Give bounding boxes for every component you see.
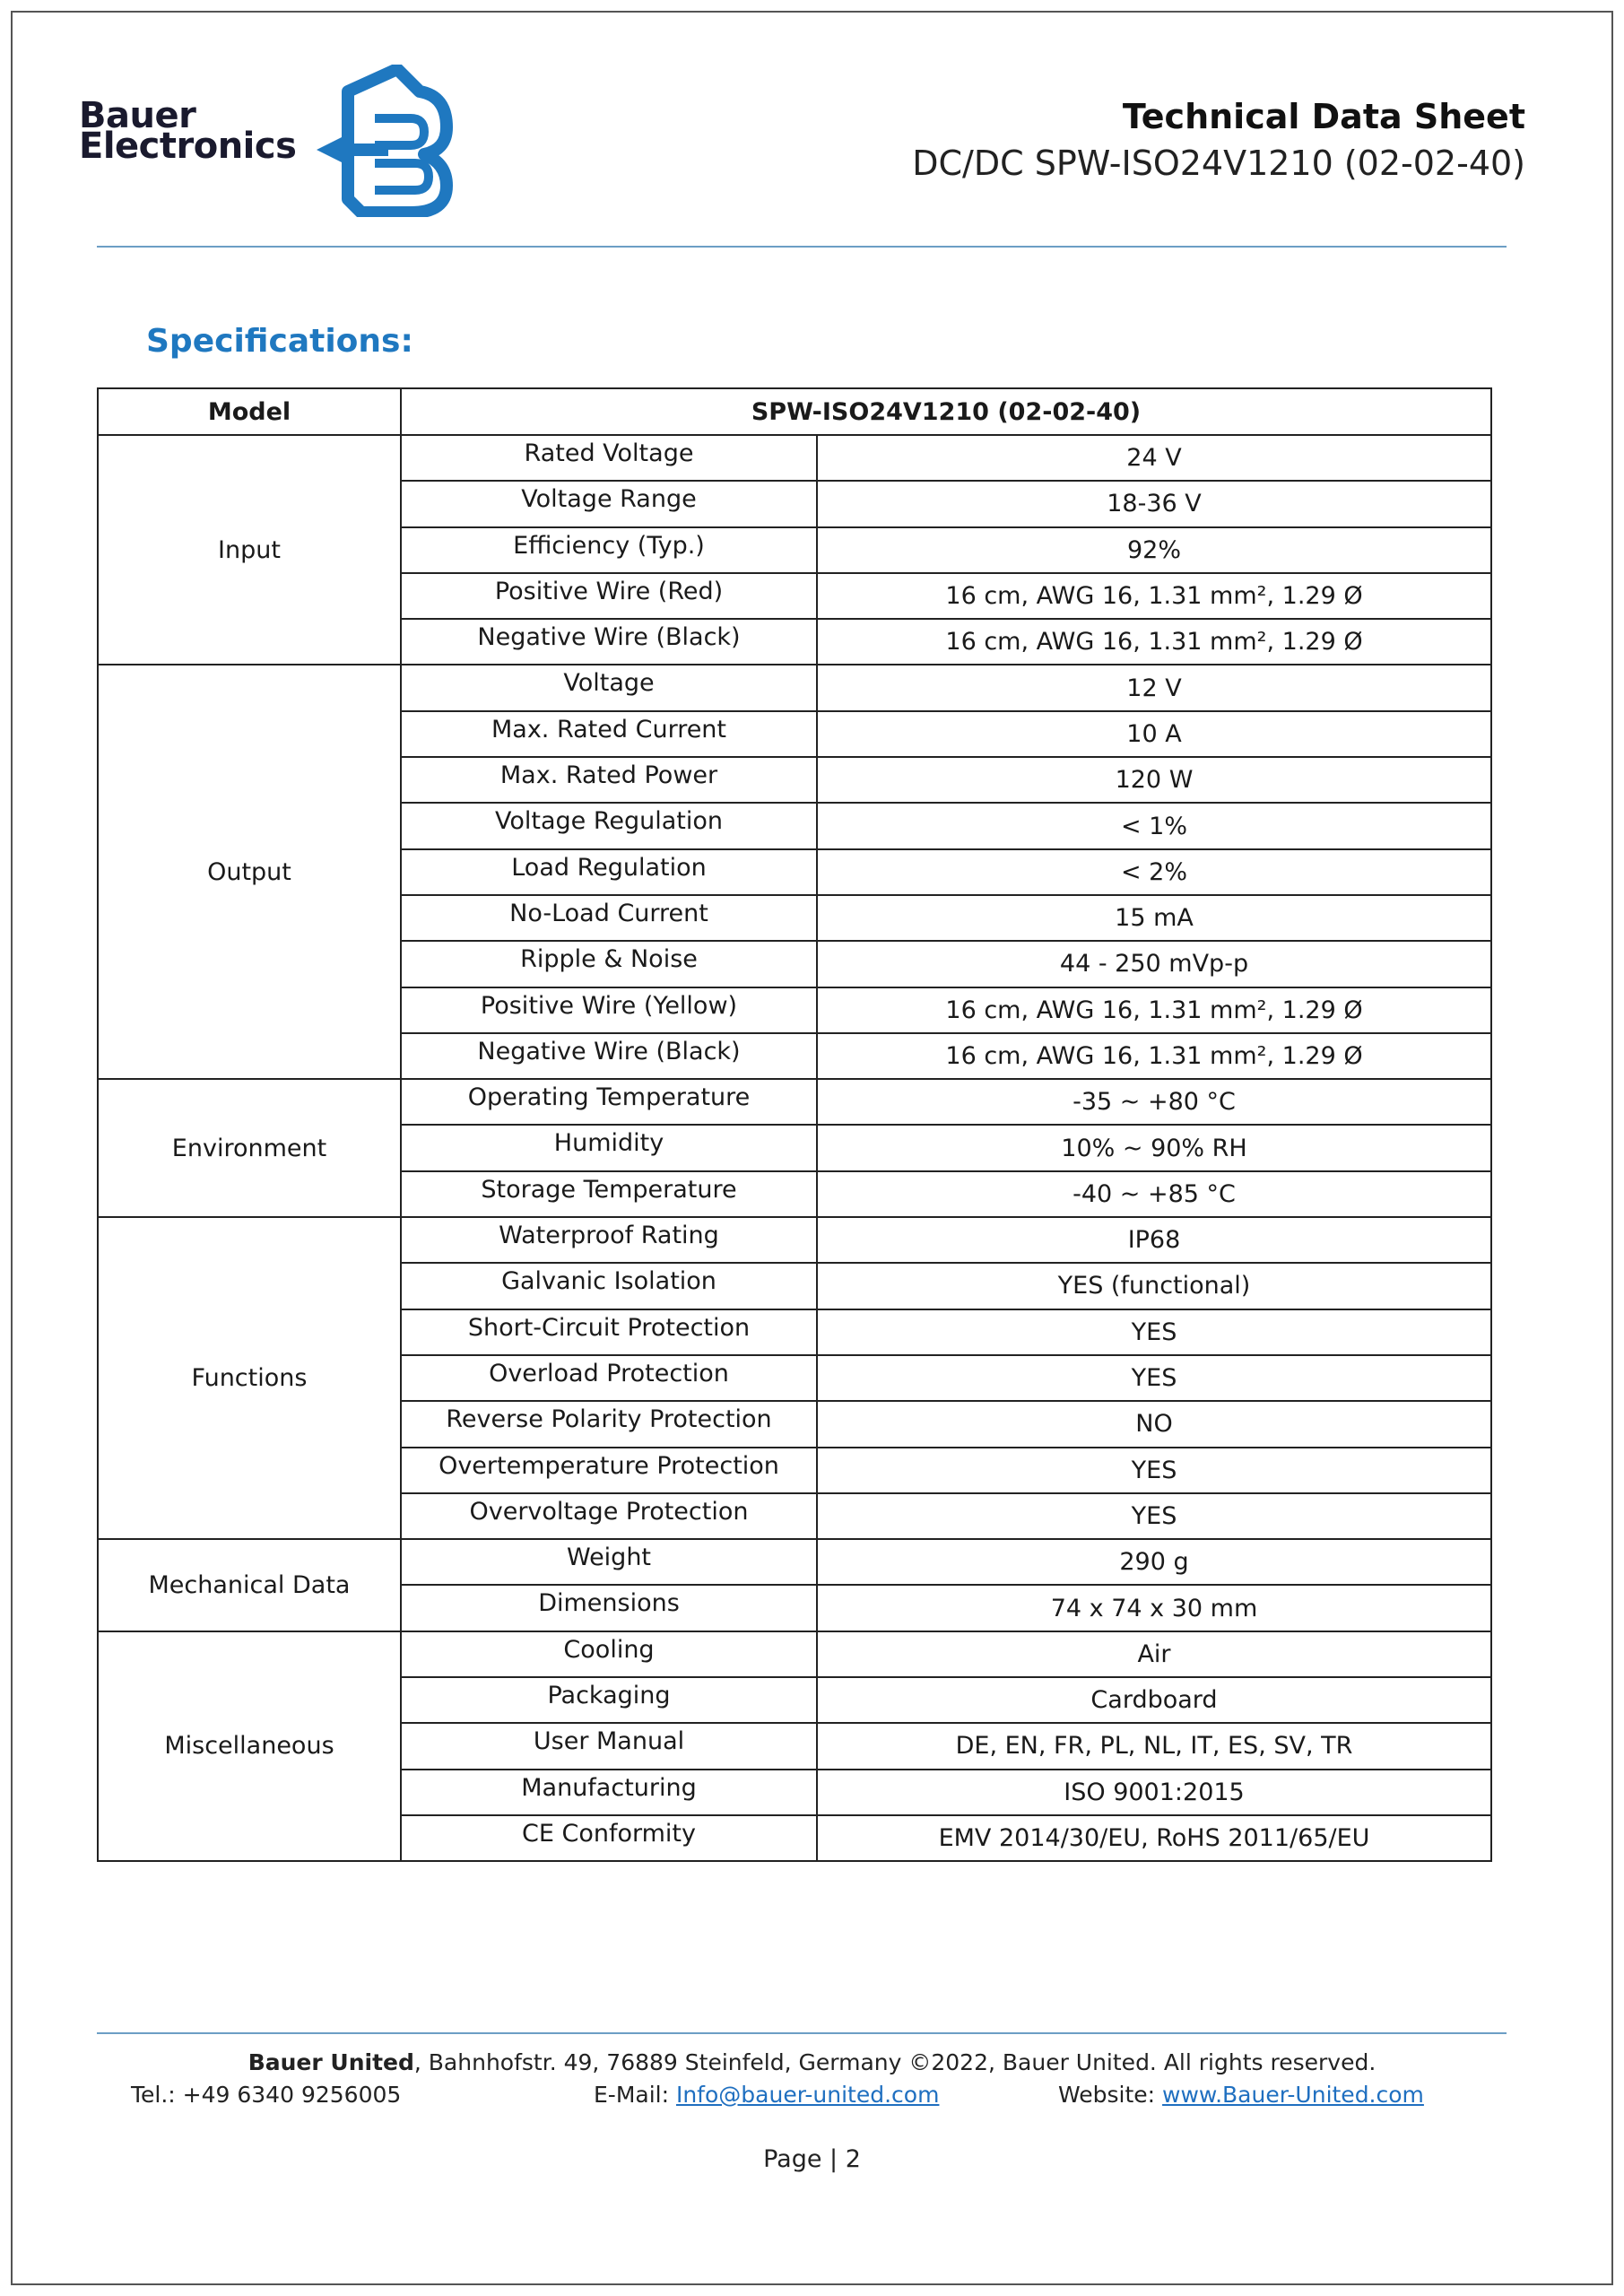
value-cell: Air [817,1631,1491,1677]
website-link[interactable]: www.Bauer-United.com [1162,2082,1424,2108]
category-cell: Output [98,665,401,1079]
value-cell: EMV 2014/30/EU, RoHS 2011/65/EU [817,1815,1491,1861]
model-label: Model [98,388,401,435]
parameter-cell: Cooling [401,1631,817,1677]
parameter-cell: Ripple & Noise [401,941,817,987]
logo-line2: Electronics [79,126,297,167]
parameter-cell: Voltage Range [401,481,817,526]
value-cell: NO [817,1401,1491,1447]
footer-company: Bauer United [248,2049,414,2075]
value-cell: 15 mA [817,895,1491,941]
specifications-heading: Specifications: [146,323,413,360]
parameter-cell: Humidity [401,1125,817,1170]
value-cell: 44 - 250 mVp-p [817,941,1491,987]
page-number: Page | 2 [763,2145,861,2173]
table-row [98,1631,1491,1677]
value-cell: 120 W [817,757,1491,803]
value-cell: IP68 [817,1217,1491,1263]
parameter-cell: Voltage [401,665,817,710]
value-cell: YES [817,1493,1491,1539]
parameter-cell: No-Load Current [401,895,817,941]
value-cell: -35 ~ +80 °C [817,1079,1491,1125]
parameter-cell: Short-Circuit Protection [401,1309,817,1355]
value-cell: 12 V [817,665,1491,710]
email-link[interactable]: Info@bauer-united.com [675,2082,940,2108]
footer-address: , Bahnhofstr. 49, 76889 Steinfeld, Germany ©2022, Bauer United. All rights reserved. [413,2049,1376,2075]
table-row [98,1079,1491,1125]
logo-line1: Bauer [79,95,196,136]
table-header-row [98,388,1491,435]
specifications-table [97,387,1492,1862]
value-cell: 290 g [817,1539,1491,1585]
category-cell: Miscellaneous [98,1631,401,1861]
value-cell: < 1% [817,803,1491,848]
value-cell: Cardboard [817,1677,1491,1723]
document-title: Technical Data Sheet [1122,97,1525,136]
parameter-cell: Efficiency (Typ.) [401,527,817,573]
parameter-cell: Operating Temperature [401,1079,817,1125]
parameter-cell: Overvoltage Protection [401,1493,817,1539]
logo-wordmark [79,95,297,167]
parameter-cell: Positive Wire (Red) [401,573,817,619]
parameter-cell: CE Conformity [401,1815,817,1861]
value-cell: 10 A [817,711,1491,757]
value-cell: 92% [817,527,1491,573]
parameter-cell: Negative Wire (Black) [401,619,817,665]
parameter-cell: Load Regulation [401,849,817,895]
parameter-cell: Overtemperature Protection [401,1448,817,1493]
value-cell: YES [817,1355,1491,1401]
parameter-cell: Overload Protection [401,1355,817,1401]
parameter-cell: Positive Wire (Yellow) [401,987,817,1033]
parameter-cell: Weight [401,1539,817,1585]
category-cell: Functions [98,1217,401,1539]
footer-email-label: E-Mail: [594,2082,676,2108]
value-cell: 16 cm, AWG 16, 1.31 mm², 1.29 Ø [817,619,1491,665]
parameter-cell: Voltage Regulation [401,803,817,848]
table-row [98,1539,1491,1585]
value-cell: 18-36 V [817,481,1491,526]
value-cell: 10% ~ 90% RH [817,1125,1491,1170]
parameter-cell: Manufacturing [401,1770,817,1815]
table-row [98,665,1491,710]
footer-phone: Tel.: +49 6340 9256005 [131,2082,402,2108]
value-cell: YES [817,1309,1491,1355]
parameter-cell: Waterproof Rating [401,1217,817,1263]
parameter-cell: Dimensions [401,1585,817,1631]
parameter-cell: Max. Rated Power [401,757,817,803]
header-divider [97,246,1507,248]
table-row [98,1217,1491,1263]
value-cell: YES [817,1448,1491,1493]
value-cell: YES (functional) [817,1263,1491,1309]
parameter-cell: Storage Temperature [401,1171,817,1217]
footer-website [1058,2082,1424,2108]
table-row [98,435,1491,481]
parameter-cell: Rated Voltage [401,435,817,481]
value-cell: -40 ~ +85 °C [817,1171,1491,1217]
parameter-cell: Negative Wire (Black) [401,1033,817,1079]
company-logo [79,65,456,226]
parameter-cell: Packaging [401,1677,817,1723]
footer-email [594,2082,939,2108]
parameter-cell: Max. Rated Current [401,711,817,757]
value-cell: 74 x 74 x 30 mm [817,1585,1491,1631]
category-cell: Mechanical Data [98,1539,401,1631]
value-cell: 16 cm, AWG 16, 1.31 mm², 1.29 Ø [817,987,1491,1033]
model-value: SPW-ISO24V1210 (02-02-40) [401,388,1491,435]
parameter-cell: Galvanic Isolation [401,1263,817,1309]
document-subtitle: DC/DC SPW-ISO24V1210 (02-02-40) [912,144,1525,183]
value-cell: < 2% [817,849,1491,895]
footer-address-line [0,2049,1624,2075]
specifications-body [98,435,1491,1861]
parameter-cell: User Manual [401,1723,817,1769]
value-cell: 16 cm, AWG 16, 1.31 mm², 1.29 Ø [817,1033,1491,1079]
parameter-cell: Reverse Polarity Protection [401,1401,817,1447]
bauer-b-arrow-logo-icon [312,65,456,217]
value-cell: 24 V [817,435,1491,481]
category-cell: Environment [98,1079,401,1217]
value-cell: ISO 9001:2015 [817,1770,1491,1815]
value-cell: 16 cm, AWG 16, 1.31 mm², 1.29 Ø [817,573,1491,619]
category-cell: Input [98,435,401,665]
value-cell: DE, EN, FR, PL, NL, IT, ES, SV, TR [817,1723,1491,1769]
footer-website-label: Website: [1058,2082,1163,2108]
footer-divider [97,2032,1507,2034]
